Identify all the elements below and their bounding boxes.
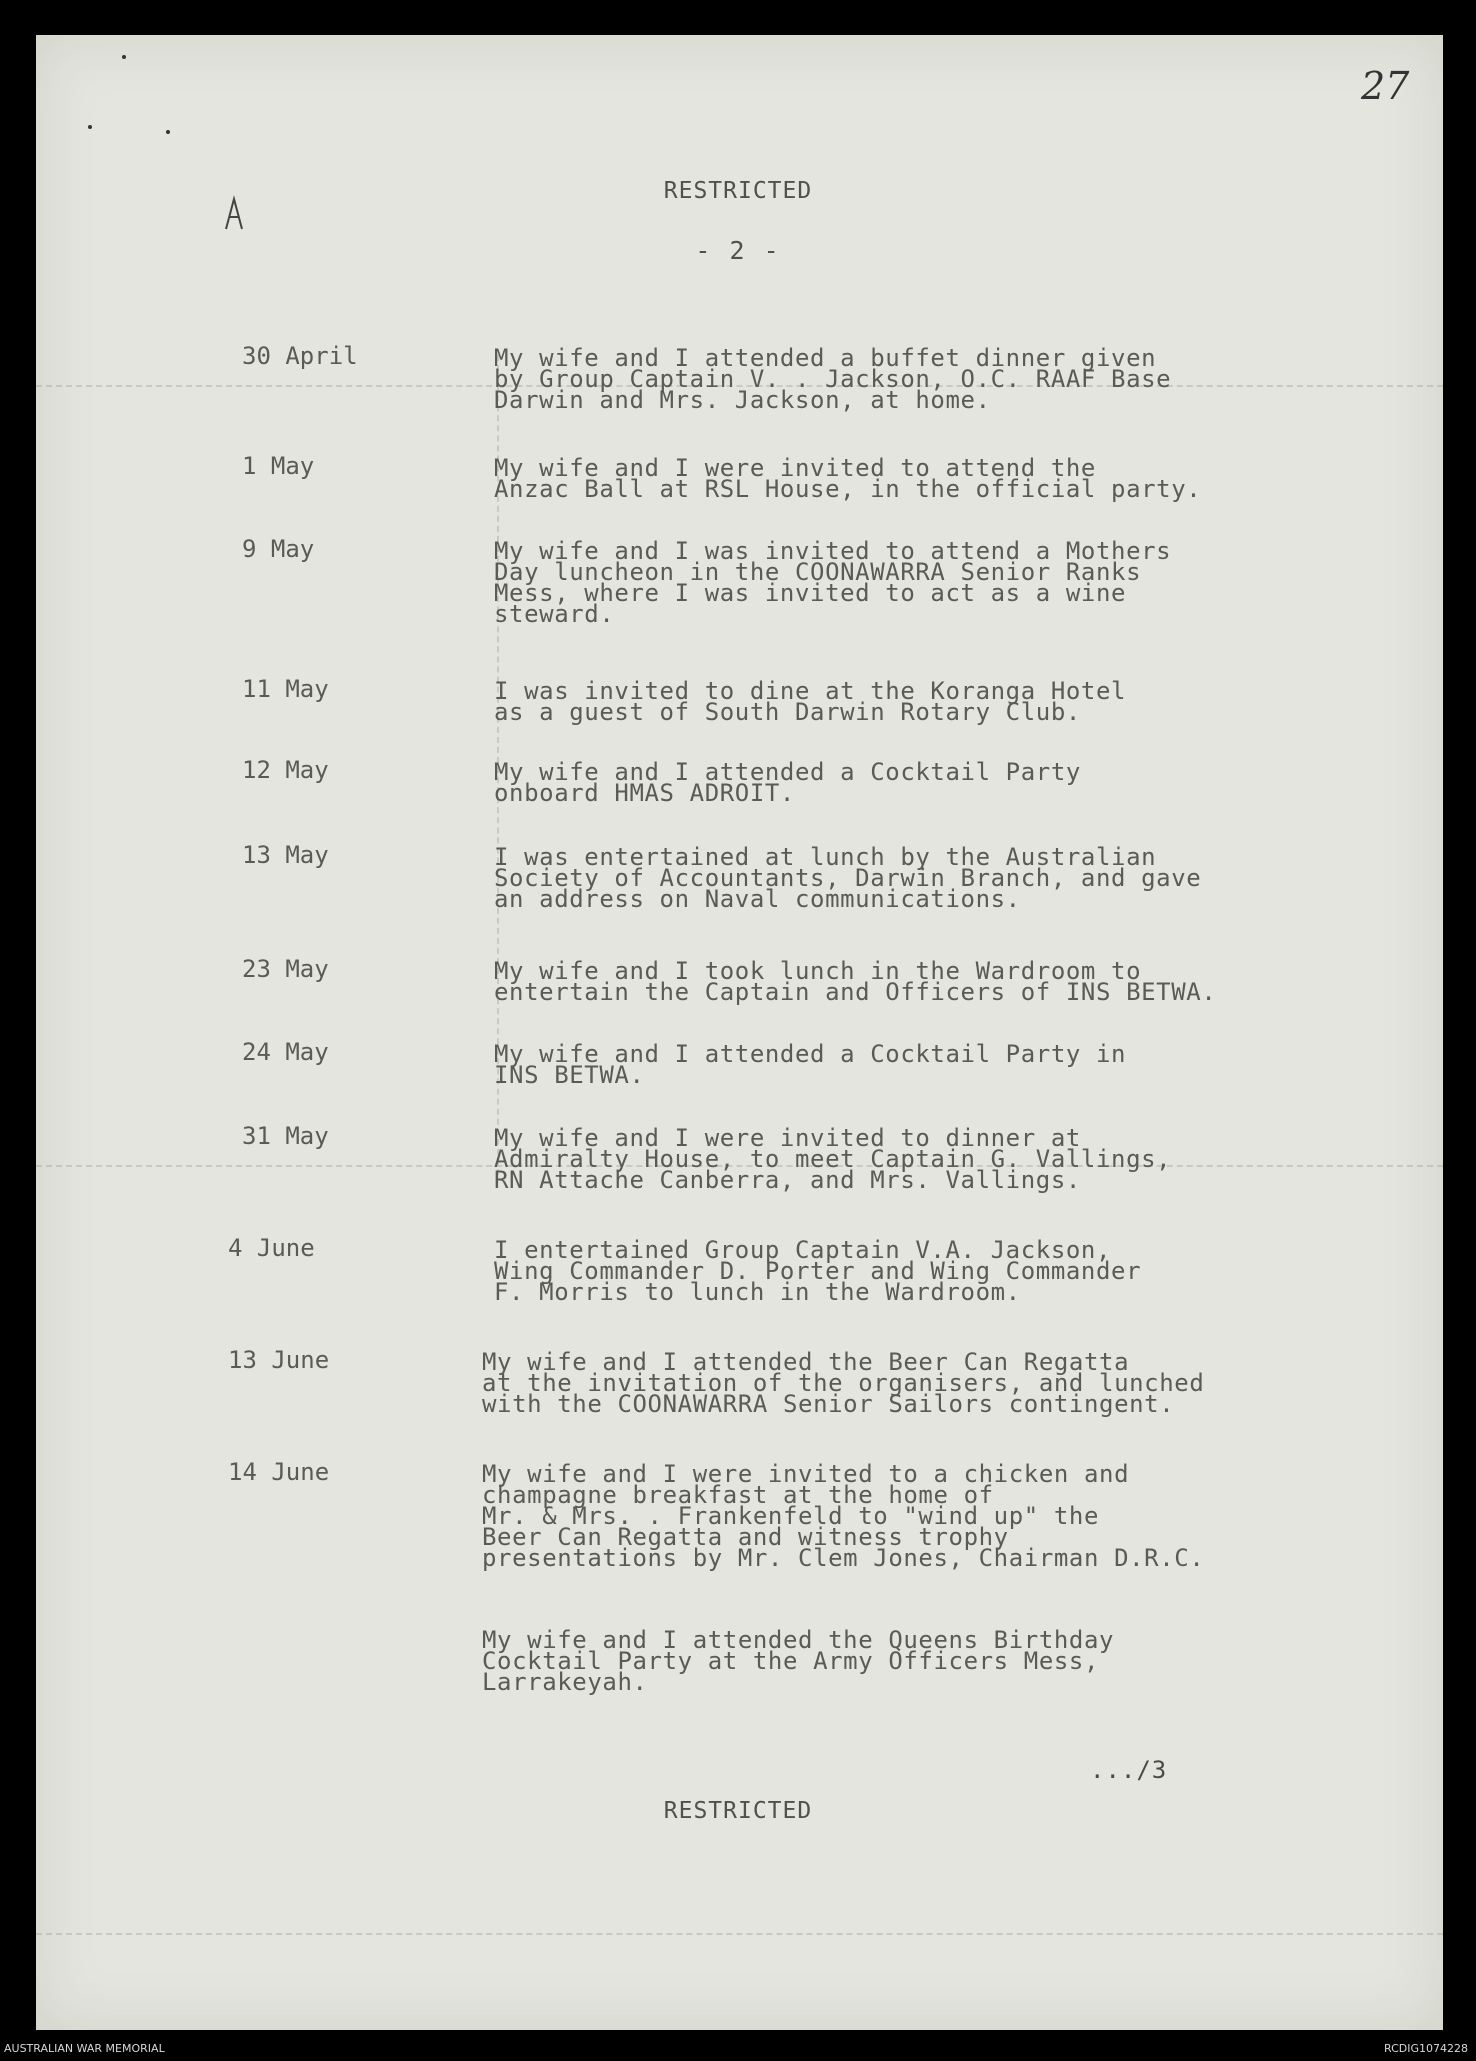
- entry-text-line: My wife and I attended a buffet dinner given: [494, 344, 1157, 372]
- entry-text-line: as a guest of South Darwin Rotary Club.: [494, 698, 1081, 726]
- entry-date: 24 May: [242, 1038, 329, 1066]
- entry-text-line: My wife and I were invited to dinner at: [494, 1124, 1081, 1152]
- entry-text-line: by Group Captain V. . Jackson, O.C. RAAF Base: [494, 365, 1172, 393]
- handwritten-page-number: 27: [1361, 64, 1410, 108]
- entry-text-line: Beer Can Regatta and witness trophy: [482, 1523, 1009, 1551]
- entry-text-line: INS BETWA.: [494, 1061, 645, 1089]
- entry-text-line: Day luncheon in the COONAWARRA Senior Ranks: [494, 558, 1142, 586]
- entry-text-line: Society of Accountants, Darwin Branch, and gave: [494, 864, 1202, 892]
- entry-text-line: Anzac Ball at RSL House, in the official party.: [494, 475, 1202, 503]
- entry-text-line: an address on Naval communications.: [494, 885, 1021, 913]
- entry-date: 23 May: [242, 955, 329, 983]
- classification-footer: RESTRICTED: [663, 1798, 813, 1824]
- entry-date: 13 June: [228, 1346, 330, 1374]
- entry-text-line: presentations by Mr. Clem Jones, Chairman D.R.C.: [482, 1544, 1205, 1572]
- entry-text-line: Wing Commander D. Porter and Wing Commander: [494, 1257, 1142, 1285]
- entry-text-line: Cocktail Party at the Army Officers Mess,: [482, 1647, 1100, 1675]
- archive-reference: RCDIG1074228: [1383, 2042, 1468, 2055]
- page-marker: - 2 -: [695, 236, 781, 265]
- entry-date: 30 April: [242, 342, 358, 370]
- entry-text-line: with the COONAWARRA Senior Sailors contingent.: [482, 1390, 1175, 1418]
- entry-text-line: onboard HMAS ADROIT.: [494, 779, 795, 807]
- entry-text-line: at the invitation of the organisers, and lunched: [482, 1369, 1205, 1397]
- entry-text-line: Mr. & Mrs. . Frankenfeld to "wind up" the: [482, 1502, 1100, 1530]
- entry-date: 1 May: [242, 452, 315, 480]
- entry-text-line: Admiralty House, to meet Captain G. Vallings,: [494, 1145, 1172, 1173]
- entry-date: 9 May: [242, 535, 315, 563]
- entry-text-line: I entertained Group Captain V.A. Jackson,: [494, 1236, 1112, 1264]
- continuation-marker: .../3: [1090, 1756, 1168, 1784]
- entry-date: 12 May: [242, 756, 329, 784]
- entry-text-line: Darwin and Mrs. Jackson, at home.: [494, 386, 991, 414]
- entry-text-line: My wife and I were invited to a chicken and: [482, 1460, 1130, 1488]
- entry-text-line: My wife and I attended a Cocktail Party: [494, 758, 1081, 786]
- entry-date: 4 June: [228, 1234, 315, 1262]
- entry-date: 31 May: [242, 1122, 329, 1150]
- entry-date: 11 May: [242, 675, 329, 703]
- entry-text-line: My wife and I attended the Queens Birthday: [482, 1626, 1115, 1654]
- entry-text-line: My wife and I attended a Cocktail Party in: [494, 1040, 1127, 1068]
- archive-credit: AUSTRALIAN WAR MEMORIAL: [4, 2042, 165, 2055]
- entry-text-line: My wife and I took lunch in the Wardroom to: [494, 957, 1142, 985]
- entry-text-line: RN Attache Canberra, and Mrs. Vallings.: [494, 1166, 1081, 1194]
- entry-text-line: My wife and I attended the Beer Can Regatta: [482, 1348, 1130, 1376]
- entry-text-line: I was invited to dine at the Koranga Hotel: [494, 677, 1127, 705]
- entry-text-line: Mess, where I was invited to act as a wine: [494, 579, 1127, 607]
- entry-date: 14 June: [228, 1458, 330, 1486]
- entry-text-line: F. Morris to lunch in the Wardroom.: [494, 1278, 1021, 1306]
- entry-text-line: Larrakeyah.: [482, 1668, 648, 1696]
- entry-text-line: I was entertained at lunch by the Australian: [494, 843, 1157, 871]
- classification-header: RESTRICTED: [663, 178, 813, 204]
- entry-text-line: champagne breakfast at the home of: [482, 1481, 994, 1509]
- entry-date: 13 May: [242, 841, 329, 869]
- entry-text-line: My wife and I were invited to attend the: [494, 454, 1096, 482]
- entry-text-line: steward.: [494, 600, 615, 628]
- entry-text-line: entertain the Captain and Officers of INS BETWA.: [494, 978, 1217, 1006]
- entry-text-line: My wife and I was invited to attend a Mothers: [494, 537, 1172, 565]
